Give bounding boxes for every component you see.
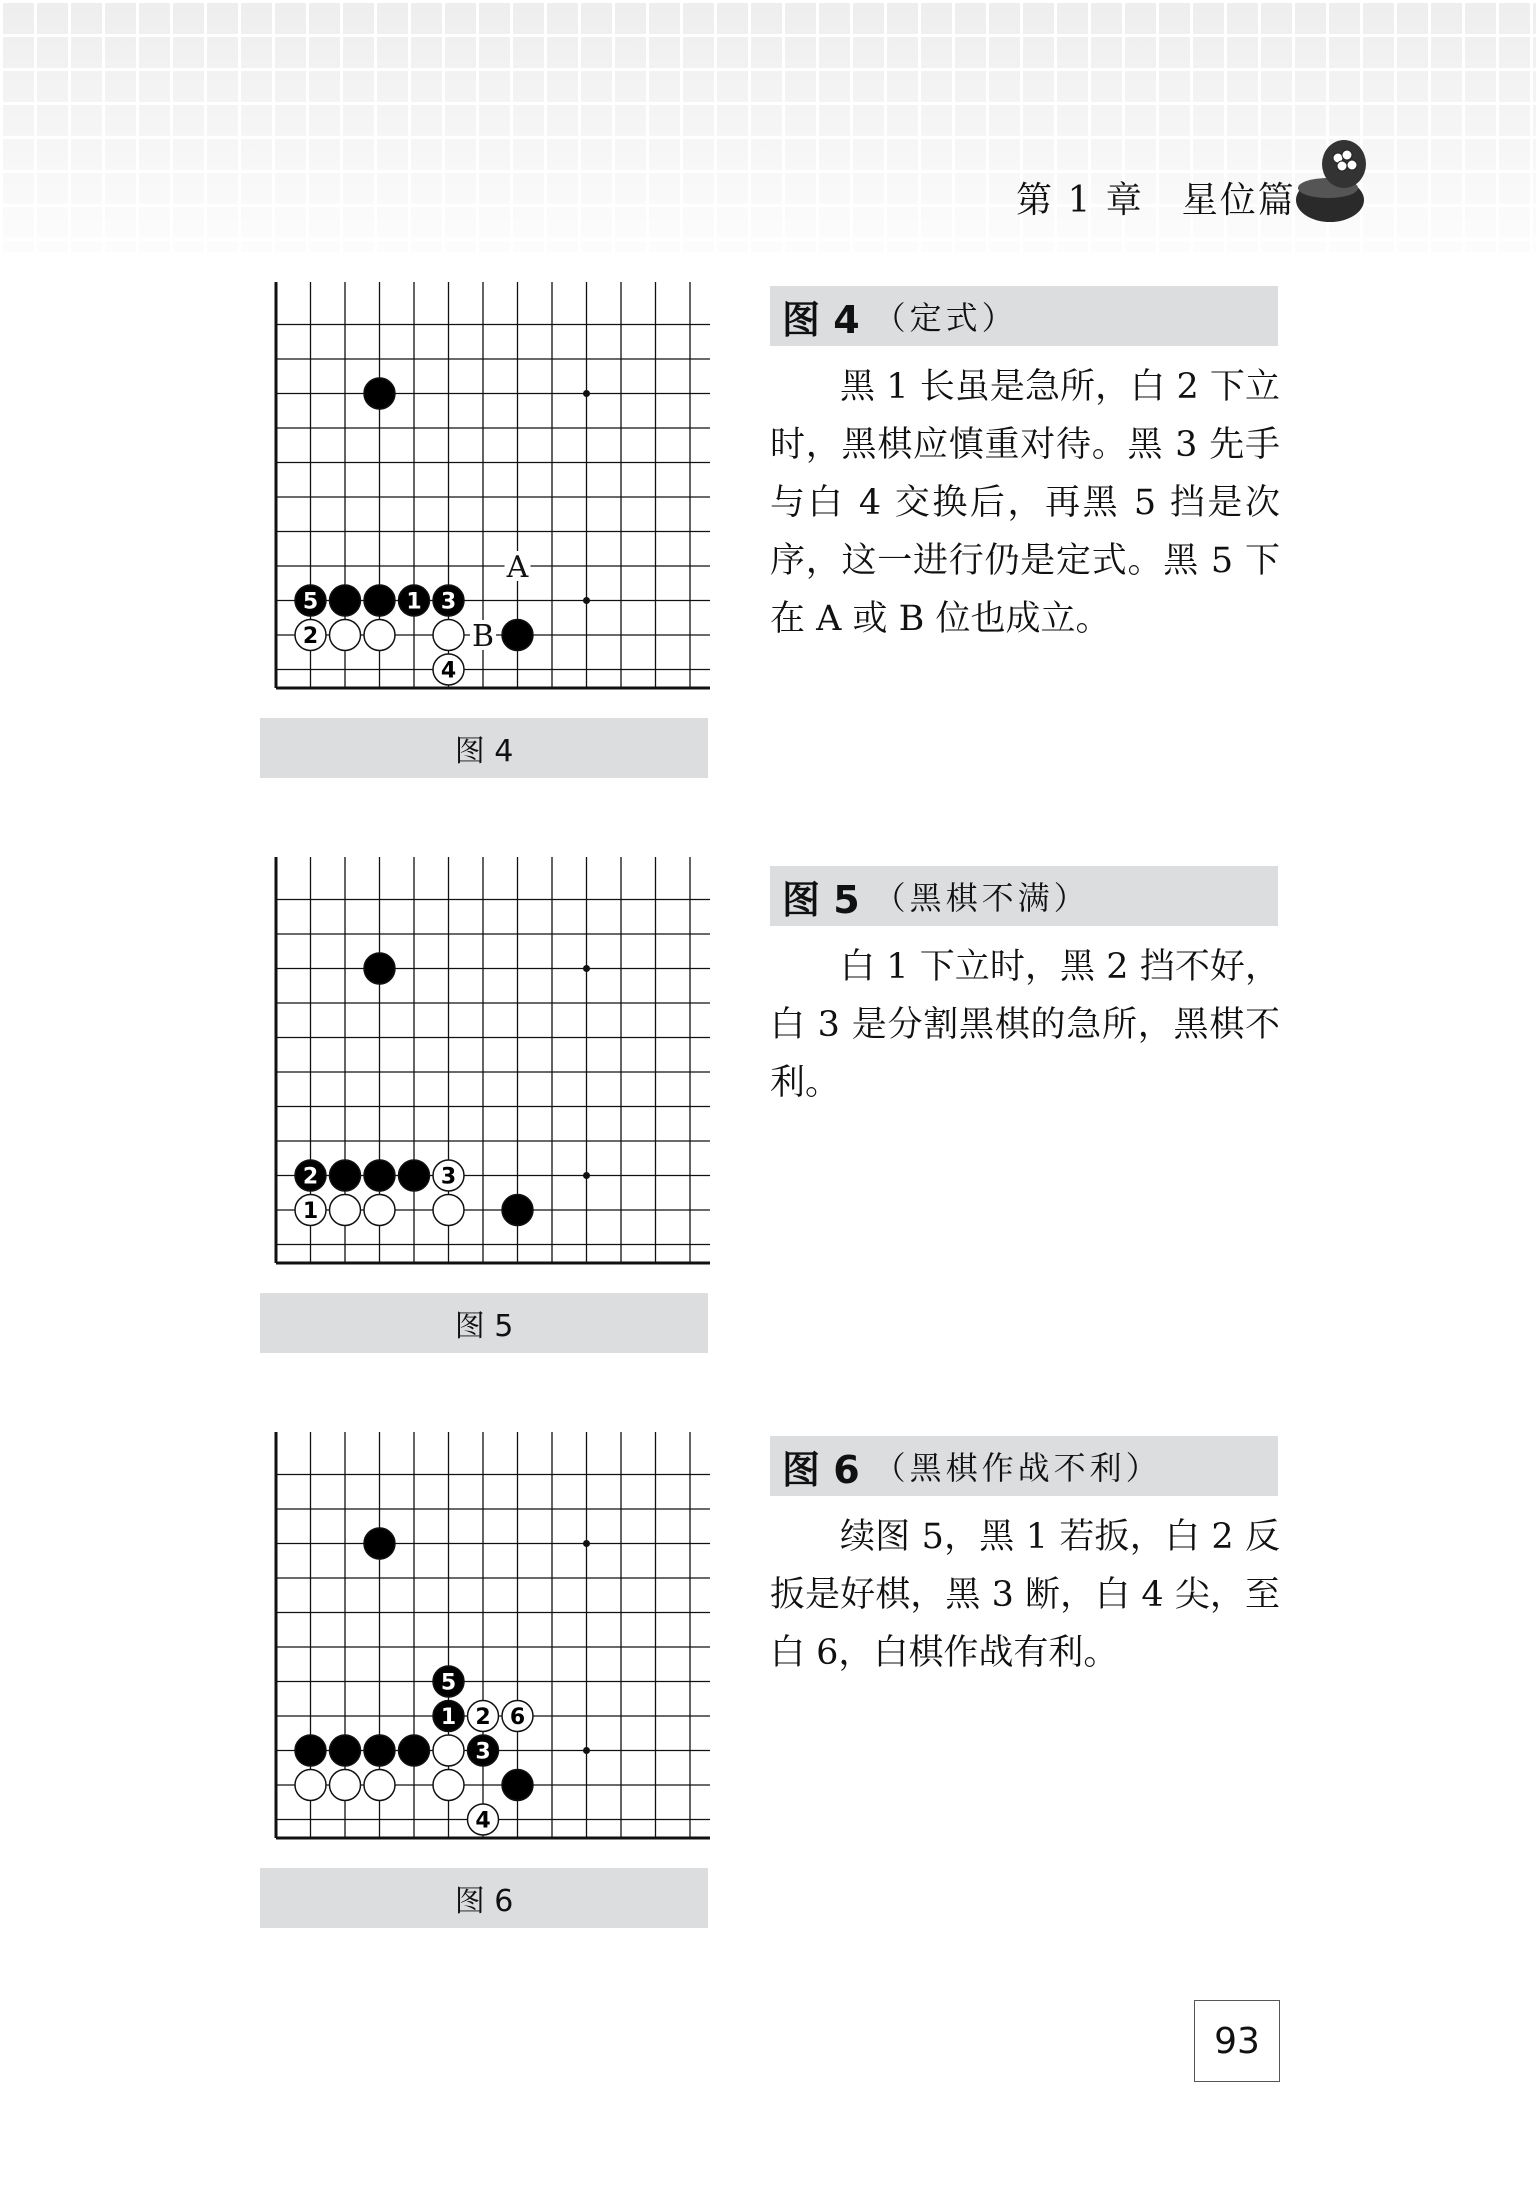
black-stone — [364, 1735, 395, 1766]
black-stone — [364, 585, 395, 616]
go-board-fig6 — [262, 1432, 712, 1842]
move-number: 5 — [440, 1670, 457, 1696]
white-stone — [433, 1195, 464, 1226]
move-number: 6 — [509, 1705, 526, 1730]
white-stone — [330, 620, 361, 651]
white-stone — [468, 1701, 499, 1732]
move-number: 2 — [302, 624, 319, 649]
stone-disc — [433, 1195, 464, 1226]
star-point — [583, 1747, 590, 1754]
black-stone — [433, 1701, 464, 1732]
black-stone — [364, 378, 395, 409]
black-stone — [502, 1770, 533, 1801]
black-stone — [364, 953, 395, 984]
figure-caption — [260, 1293, 708, 1353]
white-stone — [364, 1195, 395, 1226]
point-label: B — [471, 619, 495, 654]
white-stone — [433, 1160, 464, 1191]
stone-disc — [330, 1195, 361, 1226]
white-stone — [364, 1770, 395, 1801]
page-number: 93 — [1194, 2000, 1280, 2082]
caption-text: 图 5 — [454, 1309, 514, 1344]
white-stone — [295, 1195, 326, 1226]
figure-text — [770, 938, 1280, 1112]
stone-disc — [364, 378, 395, 409]
move-number: 3 — [440, 589, 457, 615]
black-stone — [468, 1735, 499, 1766]
white-stone — [433, 1735, 464, 1766]
stone-disc — [433, 1735, 464, 1766]
stone-disc — [502, 1770, 533, 1801]
star-point — [583, 965, 590, 972]
stone-disc — [364, 1160, 395, 1191]
figure-subtitle: （定式） — [873, 299, 1018, 337]
figure-title-bar — [770, 1436, 1278, 1496]
figure-subtitle: （黑棋不满） — [873, 879, 1090, 917]
paragraph: 黑 1 长虽是急所，白 2 下立时，黑棋应慎重对待。黑 3 先手与白 4 交换后，再黑 5 挡是次序，这一进行仍是定式。黑 5 下在 A 或 B 位也成立。 — [770, 367, 1280, 639]
white-stone — [330, 1770, 361, 1801]
black-stone — [433, 1666, 464, 1697]
stone-disc — [364, 620, 395, 651]
point-label: A — [506, 550, 529, 585]
move-number: 1 — [406, 589, 422, 615]
black-stone — [330, 1735, 361, 1766]
stone-disc — [433, 620, 464, 651]
stone-disc — [364, 1195, 395, 1226]
stone-disc — [295, 1735, 326, 1766]
stone-disc — [433, 1770, 464, 1801]
move-number: 3 — [440, 1164, 457, 1190]
stone-disc — [502, 620, 533, 651]
caption-text: 图 6 — [454, 1884, 514, 1919]
move-number: 5 — [302, 589, 319, 615]
move-number: 3 — [475, 1739, 491, 1765]
black-stone — [330, 585, 361, 616]
stone-disc — [364, 1528, 395, 1559]
black-stone — [502, 1195, 533, 1226]
stone-disc — [295, 1770, 326, 1801]
go-board-fig4 — [262, 282, 712, 692]
stone-disc — [330, 585, 361, 616]
black-stone — [399, 1735, 430, 1766]
move-number: 2 — [302, 1164, 319, 1190]
go-board-fig5 — [262, 857, 712, 1267]
black-stone — [399, 585, 430, 616]
chapter-title: 第 1 章 星位篇 — [1016, 180, 1296, 221]
black-stone — [295, 1735, 326, 1766]
stone-disc — [502, 1195, 533, 1226]
move-number: 4 — [475, 1808, 491, 1834]
move-number: 4 — [440, 658, 457, 684]
move-number: 2 — [475, 1705, 491, 1730]
move-number: 1 — [440, 1705, 457, 1730]
stone-disc — [364, 1735, 395, 1766]
stone-disc — [399, 1160, 430, 1191]
stone-disc — [399, 1735, 430, 1766]
white-stone — [364, 620, 395, 651]
stone-disc — [364, 1770, 395, 1801]
paragraph: 续图 5，黑 1 若扳，白 2 反扳是好棋，黑 3 断，白 4 尖，至白 6，白棋作战有利。 — [770, 1517, 1280, 1673]
figure-number: 图 6 — [782, 1447, 860, 1492]
black-stone — [364, 1160, 395, 1191]
caption-text: 图 4 — [454, 734, 514, 769]
black-stone — [330, 1160, 361, 1191]
white-stone — [433, 620, 464, 651]
go-bowl-icon — [1290, 138, 1370, 228]
stone-disc — [330, 1160, 361, 1191]
figure-number: 图 5 — [782, 877, 860, 922]
black-stone — [502, 620, 533, 651]
figure-caption — [260, 1868, 708, 1928]
stone-disc — [330, 1770, 361, 1801]
stone-disc — [330, 1735, 361, 1766]
star-point — [583, 390, 590, 397]
white-stone — [502, 1701, 533, 1732]
figure-text — [770, 358, 1280, 648]
star-point — [583, 597, 590, 604]
black-stone — [399, 1160, 430, 1191]
stone-disc — [364, 585, 395, 616]
white-stone — [330, 1195, 361, 1226]
white-stone — [295, 620, 326, 651]
white-stone — [433, 1770, 464, 1801]
black-stone — [433, 585, 464, 616]
stone-disc — [330, 620, 361, 651]
stone-disc — [364, 953, 395, 984]
star-point — [583, 1172, 590, 1179]
figure-caption — [260, 718, 708, 778]
star-point — [583, 1540, 590, 1547]
figure-subtitle: （黑棋作战不利） — [873, 1449, 1162, 1487]
figure-title-bar — [770, 866, 1278, 926]
black-stone — [364, 1528, 395, 1559]
figure-number: 图 4 — [782, 297, 860, 342]
white-stone — [295, 1770, 326, 1801]
white-stone — [433, 654, 464, 685]
paragraph: 白 1 下立时，黑 2 挡不好，白 3 是分割黑棋的急所，黑棋不利。 — [770, 947, 1280, 1103]
black-stone — [295, 585, 326, 616]
figure-text — [770, 1508, 1280, 1682]
move-number: 1 — [302, 1199, 319, 1224]
white-stone — [468, 1804, 499, 1835]
figure-title-bar — [770, 286, 1278, 346]
black-stone — [295, 1160, 326, 1191]
